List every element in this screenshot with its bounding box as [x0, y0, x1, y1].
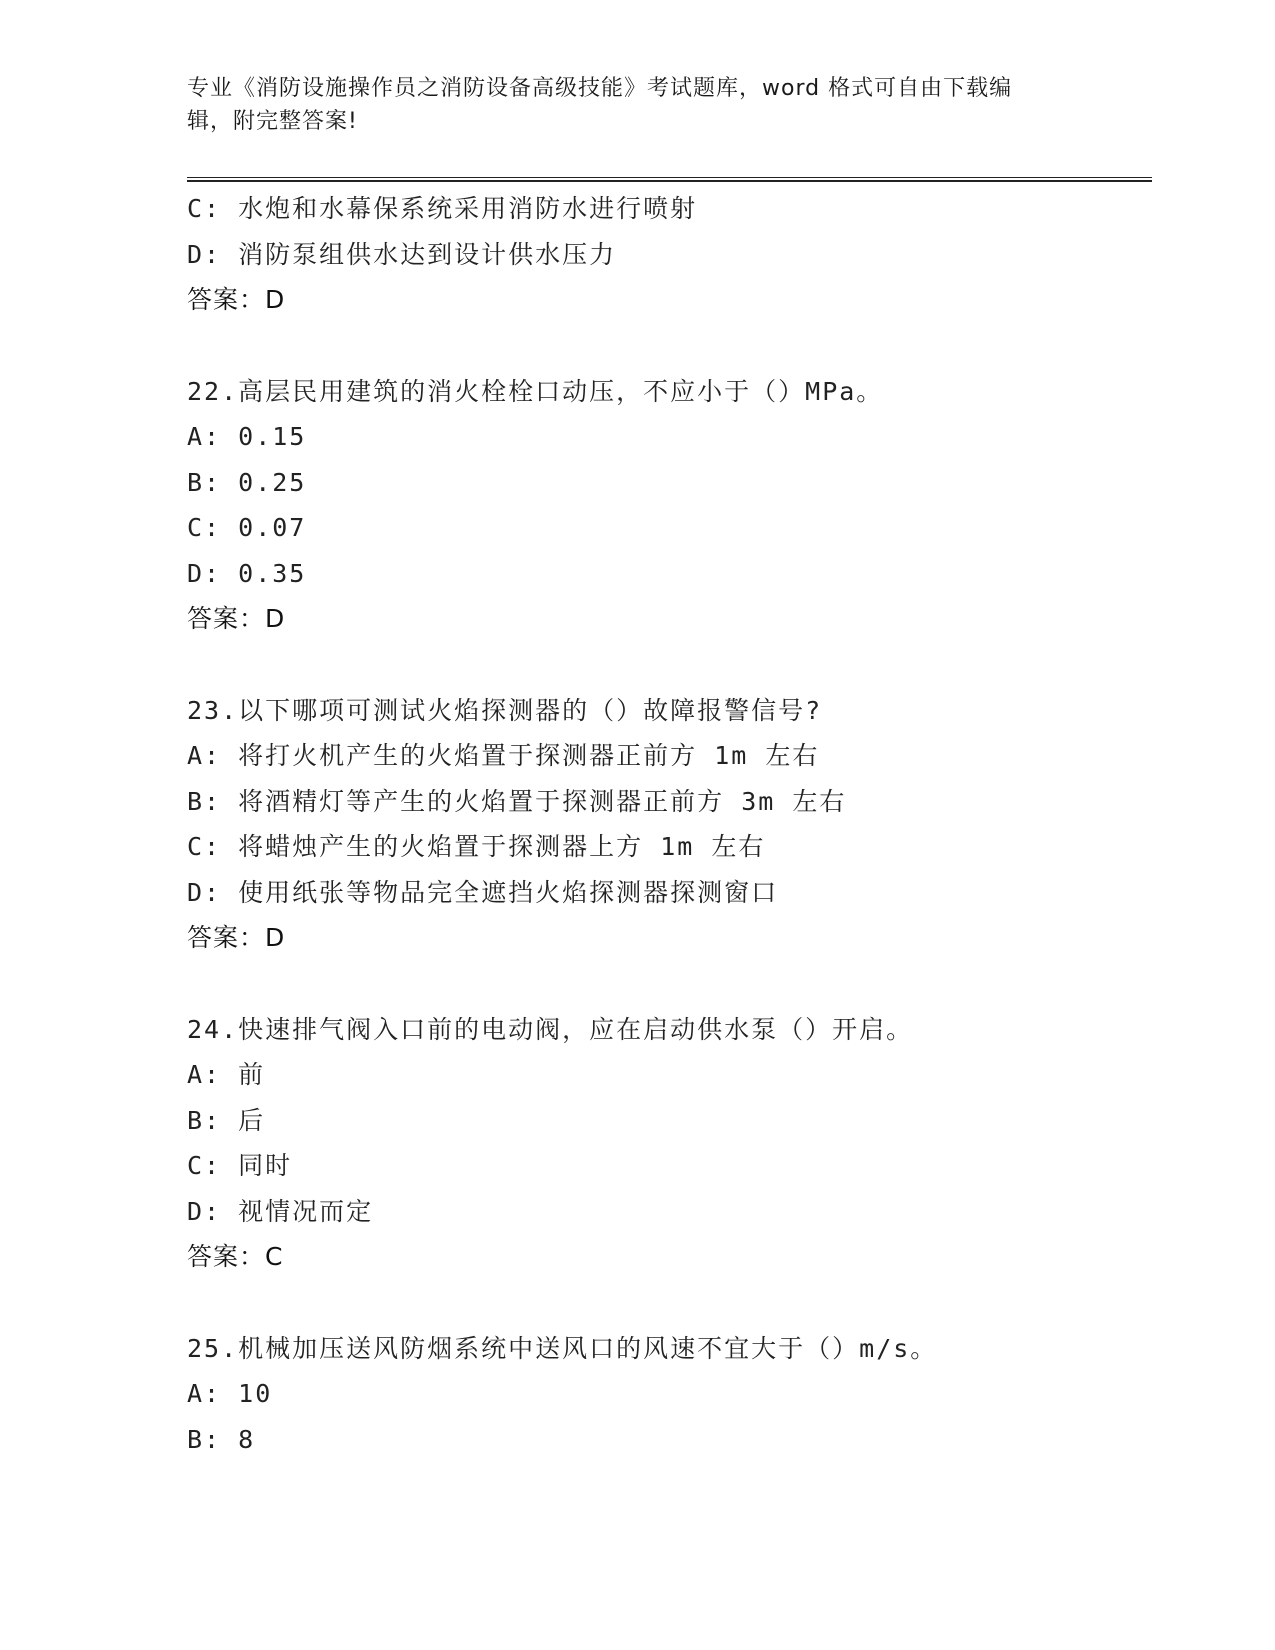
- option-a: A: 前: [187, 1060, 266, 1089]
- question-24: [187, 1007, 1187, 1280]
- option-d: D: 视情况而定: [187, 1196, 374, 1226]
- answer-line: 答案：C: [187, 1242, 284, 1271]
- option-c: C: 同时: [187, 1151, 293, 1180]
- option-d: D: 0.35: [187, 558, 307, 588]
- question-stem: 24.快速排气阀入口前的电动阀，应在启动供水泵（）开启。: [187, 1014, 914, 1044]
- document-header: [187, 72, 1087, 138]
- question-list: [187, 186, 1187, 1462]
- answer-line: 答案：D: [187, 604, 286, 633]
- answer-line: 答案：D: [187, 923, 286, 952]
- question-25: [187, 1326, 1187, 1463]
- option-a: A: 10: [187, 1379, 273, 1408]
- question-stem: 25.机械加压送风防烟系统中送风口的风速不宜大于（）m/s。: [187, 1333, 938, 1363]
- question-carry-over: [187, 186, 1187, 323]
- option-b: B: 后: [187, 1105, 266, 1135]
- option-b: B: 8: [187, 1424, 256, 1454]
- option-c: C: 将蜡烛产生的火焰置于探测器上方 1m 左右: [187, 832, 766, 861]
- option-a: A: 将打火机产生的火焰置于探测器正前方 1m 左右: [187, 741, 820, 770]
- option-d: D: 使用纸张等物品完全遮挡火焰探测器探测窗口: [187, 877, 779, 907]
- option-d: D: 消防泵组供水达到设计供水压力: [187, 239, 617, 269]
- option-a: A: 0.15: [187, 422, 307, 451]
- header-line-1: 专业《消防设施操作员之消防设备高级技能》考试题库，word 格式可自由下载编: [187, 76, 1013, 101]
- option-b: B: 0.25: [187, 467, 307, 497]
- header-line-2: 辑，附完整答案!: [187, 109, 358, 134]
- option-c: C: 0.07: [187, 513, 307, 542]
- question-stem: 23.以下哪项可测试火焰探测器的（）故障报警信号?: [187, 695, 823, 725]
- answer-line: 答案：D: [187, 285, 286, 314]
- question-22: [187, 369, 1187, 642]
- option-b: B: 将酒精灯等产生的火焰置于探测器正前方 3m 左右: [187, 786, 847, 816]
- question-stem: 22.高层民用建筑的消火栓栓口动压，不应小于（）MPa。: [187, 376, 884, 406]
- option-c: C: 水炮和水幕保系统采用消防水进行喷射: [187, 194, 698, 223]
- header-divider: [187, 177, 1152, 182]
- question-23: [187, 688, 1187, 961]
